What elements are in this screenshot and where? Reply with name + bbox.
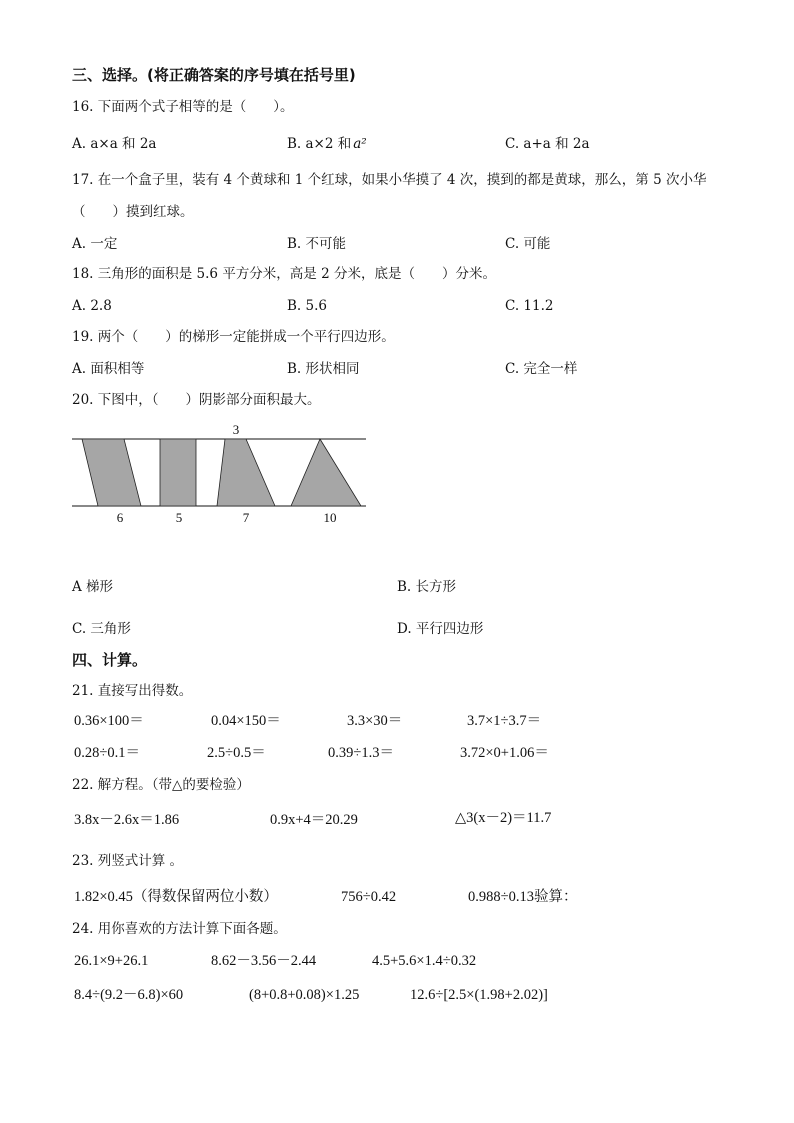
q18-option-a: A. 2.8 bbox=[72, 298, 112, 314]
q16-option-c: C. a+a 和 2a bbox=[505, 136, 590, 152]
q24-item: 12.6÷[2.5×(1.98+2.02)] bbox=[410, 987, 548, 1003]
q17-stem-line2: （ ）摸到红球。 bbox=[72, 204, 194, 220]
q22-stem: 22. 解方程。（带△的要检验） bbox=[72, 777, 250, 793]
q17-option-a: A. 一定 bbox=[72, 236, 118, 252]
q23-item: 1.82×0.45（得数保留两位小数） bbox=[74, 889, 278, 905]
section-title-calc: 四、计算。 bbox=[72, 651, 148, 669]
q18-option-c: C. 11.2 bbox=[505, 298, 554, 314]
q16-stem: 16. 下面两个式子相等的是（ ）。 bbox=[72, 99, 294, 115]
q16-option-b-power: a² bbox=[353, 136, 367, 152]
q20-stem: 20. 下图中，（ ）阴影部分面积最大。 bbox=[72, 392, 321, 408]
q24-item: 26.1×9+26.1 bbox=[74, 953, 149, 969]
q19-option-c: C. 完全一样 bbox=[505, 361, 578, 377]
q23-item: 0.988÷0.13验算： bbox=[468, 889, 578, 905]
q16-option-b-text: B. a×2 和 bbox=[287, 136, 352, 152]
q20-option-d: D. 平行四边形 bbox=[397, 621, 484, 637]
q20-option-c: C. 三角形 bbox=[72, 621, 131, 637]
q16-option-b bbox=[287, 135, 367, 153]
figure-bottom-label-1: 6 bbox=[116, 510, 124, 525]
q21-item: 0.39÷1.3＝ bbox=[328, 745, 394, 761]
q20-option-a: A 梯形 bbox=[72, 579, 114, 595]
q23-item: 756÷0.42 bbox=[341, 889, 397, 905]
q24-item: (8+0.8+0.08)×1.25 bbox=[249, 987, 360, 1003]
parallelogram-shape bbox=[82, 439, 141, 506]
q22-equation: △3(x－2)＝11.7 bbox=[455, 810, 552, 826]
q24-item: 8.4÷(9.2－6.8)×60 bbox=[74, 987, 184, 1003]
q21-item: 0.28÷0.1＝ bbox=[74, 745, 140, 761]
q21-item: 0.36×100＝ bbox=[74, 713, 144, 729]
q20-option-b: B. 长方形 bbox=[397, 579, 457, 595]
q22-equation: 3.8x－2.6x＝1.86 bbox=[74, 812, 180, 828]
q19-option-b: B. 形状相同 bbox=[287, 361, 360, 377]
q16-option-a: A. a×a 和 2a bbox=[72, 136, 157, 152]
q21-stem: 21. 直接写出得数。 bbox=[72, 683, 193, 699]
rectangle-shape bbox=[160, 439, 196, 506]
q18-option-b: B. 5.6 bbox=[287, 298, 327, 314]
q24-item: 4.5+5.6×1.4÷0.32 bbox=[372, 953, 477, 969]
q21-item: 3.7×1÷3.7＝ bbox=[467, 713, 542, 729]
q23-stem: 23. 列竖式计算 。 bbox=[72, 853, 184, 869]
q19-option-a: A. 面积相等 bbox=[72, 361, 145, 377]
q21-item: 2.5÷0.5＝ bbox=[207, 745, 266, 761]
q21-item: 3.3×30＝ bbox=[347, 713, 403, 729]
section-title-choice: 三、选择。(将正确答案的序号填在括号里) bbox=[72, 66, 356, 84]
trapezoid-shape bbox=[217, 439, 275, 506]
q19-stem: 19. 两个（ ）的梯形一定能拼成一个平行四边形。 bbox=[72, 329, 395, 345]
q21-item: 3.72×0+1.06＝ bbox=[460, 745, 549, 761]
q22-equation: 0.9x+4＝20.29 bbox=[270, 812, 358, 828]
figure-bottom-label-3: 7 bbox=[242, 510, 250, 525]
q24-item: 8.62－3.56－2.44 bbox=[211, 953, 317, 969]
q17-option-b: B. 不可能 bbox=[287, 236, 347, 252]
q21-item: 0.04×150＝ bbox=[211, 713, 281, 729]
figure-bottom-label-4: 10 bbox=[323, 510, 337, 525]
figure-top-label: 3 bbox=[232, 422, 240, 437]
q18-stem: 18. 三角形的面积是 5.6 平方分米，高是 2 分米，底是（ ）分米。 bbox=[72, 266, 496, 282]
figure-bottom-label-2: 5 bbox=[175, 510, 183, 525]
triangle-shape bbox=[291, 439, 361, 506]
shaded-shapes-figure bbox=[70, 420, 370, 530]
q24-stem: 24. 用你喜欢的方法计算下面各题。 bbox=[72, 921, 287, 937]
q17-option-c: C. 可能 bbox=[505, 236, 551, 252]
q17-stem-line1: 17. 在一个盒子里，装有 4 个黄球和 1 个红球，如果小华摸了 4 次，摸到的都是黄球，那么，第 5 次小华 bbox=[72, 172, 707, 188]
